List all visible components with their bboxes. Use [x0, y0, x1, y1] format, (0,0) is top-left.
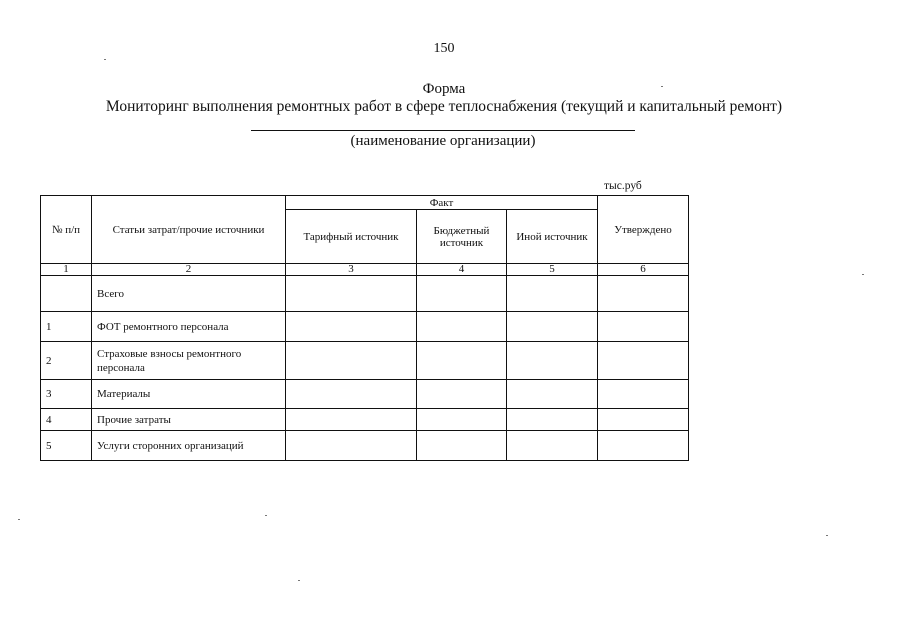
header-other: Иной источник [507, 210, 598, 264]
row-number [41, 276, 92, 312]
scan-speck [661, 86, 663, 87]
scan-speck [826, 535, 828, 536]
cell-other[interactable] [507, 409, 598, 431]
column-number: 5 [507, 264, 598, 276]
row-number: 2 [41, 342, 92, 380]
row-number: 1 [41, 312, 92, 342]
scan-speck [104, 59, 106, 60]
cell-tariff[interactable] [286, 409, 417, 431]
scan-speck [298, 580, 300, 581]
table-row [41, 276, 689, 312]
scan-speck [265, 515, 267, 516]
cell-approved[interactable] [598, 342, 689, 380]
table-row [41, 409, 689, 431]
cell-budget[interactable] [417, 312, 507, 342]
cell-tariff[interactable] [286, 342, 417, 380]
cell-budget[interactable] [417, 431, 507, 461]
cell-tariff[interactable] [286, 431, 417, 461]
cell-approved[interactable] [598, 409, 689, 431]
header-approved: Утверждено [598, 196, 689, 264]
row-item: Материалы [92, 380, 286, 409]
cell-budget[interactable] [417, 409, 507, 431]
header-tariff: Тарифный источник [286, 210, 417, 264]
cell-tariff[interactable] [286, 380, 417, 409]
units-label: тыс.руб [604, 180, 642, 192]
row-item: Страховые взносы ремонтного персонала [92, 342, 286, 380]
header-item: Статьи затрат/прочие источники [92, 196, 286, 264]
organization-caption: (наименование организации) [350, 133, 536, 149]
row-number: 3 [41, 380, 92, 409]
column-number: 6 [598, 264, 689, 276]
cell-tariff[interactable] [286, 276, 417, 312]
cell-approved[interactable] [598, 312, 689, 342]
column-number: 2 [92, 264, 286, 276]
row-number: 4 [41, 409, 92, 431]
cell-tariff[interactable] [286, 312, 417, 342]
cell-approved[interactable] [598, 276, 689, 312]
scan-speck [862, 274, 864, 275]
cell-other[interactable] [507, 431, 598, 461]
form-title: Мониторинг выполнения ремонтных работ в сфере теплоснабжения (текущий и капитальный ремонт) [105, 98, 783, 115]
table-row [41, 431, 689, 461]
monitoring-table [40, 195, 689, 461]
column-number: 3 [286, 264, 417, 276]
column-number-row [41, 264, 689, 276]
header-budget: Бюджетный источник [417, 210, 507, 264]
table-row [41, 312, 689, 342]
cell-other[interactable] [507, 276, 598, 312]
row-number: 5 [41, 431, 92, 461]
scan-speck [18, 519, 20, 520]
row-item: ФОТ ремонтного персонала [92, 312, 286, 342]
row-item: Прочие затраты [92, 409, 286, 431]
cell-budget[interactable] [417, 342, 507, 380]
row-item: Всего [92, 276, 286, 312]
cell-budget[interactable] [417, 380, 507, 409]
column-number: 1 [41, 264, 92, 276]
header-num: № п/п [41, 196, 92, 264]
organization-name-line[interactable] [251, 130, 635, 131]
cell-other[interactable] [507, 312, 598, 342]
cell-approved[interactable] [598, 431, 689, 461]
header-fact: Факт [286, 196, 598, 210]
table-row [41, 380, 689, 409]
cell-approved[interactable] [598, 380, 689, 409]
cell-other[interactable] [507, 380, 598, 409]
cell-budget[interactable] [417, 276, 507, 312]
column-number: 4 [417, 264, 507, 276]
form-label: Форма [422, 81, 466, 97]
table-row [41, 342, 689, 380]
cell-other[interactable] [507, 342, 598, 380]
row-item: Услуги сторонних организаций [92, 431, 286, 461]
page-number: 150 [433, 41, 455, 56]
